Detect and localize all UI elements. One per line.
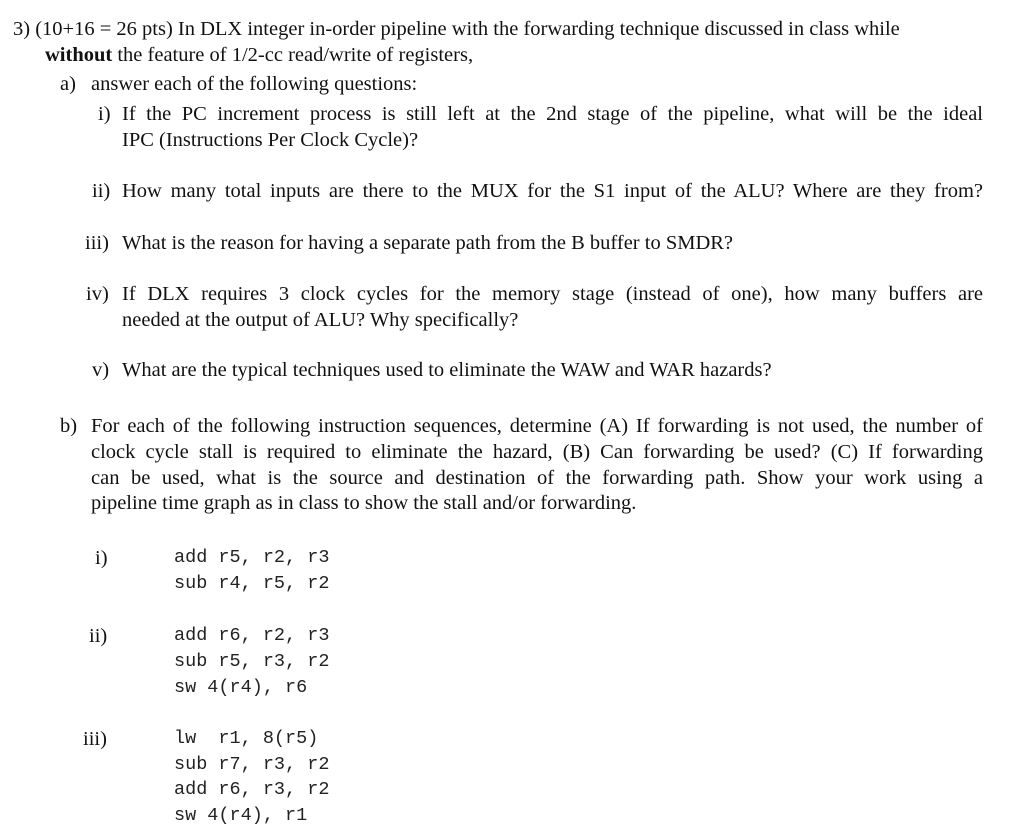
question-number: 3) [13,18,31,40]
part-a-label: a) [60,73,76,95]
part-a-text: answer each of the following questions: [91,73,418,95]
sequence-3-code-line: add r6, r3, r2 [174,779,330,800]
sequence-1-code-line: add r5, r2, r3 [174,547,330,568]
sequence-2-code-line: add r6, r2, r3 [174,625,330,646]
sequence-1-label: i) [95,547,108,569]
part-b-line1: For each of the following instruction sequences, determine (A) If forwarding is not used, the number of [91,415,983,437]
without-emphasis: without [45,44,113,66]
part-a-item-3-line1: What is the reason for having a separate path from the B buffer to SMDR? [122,232,734,254]
part-a-item-4-label: iv) [86,283,109,305]
part-b-line4: pipeline time graph as in class to show the stall and/or forwarding. [91,492,637,514]
part-a-item-1-line2: IPC (Instructions Per Clock Cycle)? [122,129,419,151]
sequence-2-code-line: sub r5, r3, r2 [174,651,330,672]
question-header-line1 [13,16,900,42]
question-intro-line2: the feature of 1/2-cc read/write of registers, [117,44,474,66]
sequence-3-code-line: lw r1, 8(r5) [174,728,319,749]
sequence-2-label: ii) [89,625,108,647]
part-a-item-3-label: iii) [85,232,109,254]
part-a-item-4-line1: If DLX requires 3 clock cycles for the memory stage (instead of one), how many buffers are [122,283,983,305]
sequence-3-label: iii) [83,728,107,750]
question-header-line2 [45,42,473,68]
sequence-1-code-line: sub r4, r5, r2 [174,573,330,594]
part-b-line2: clock cycle stall is required to eliminate the hazard, (B) Can forwarding be used? (C) If forwarding [91,441,983,463]
part-a-item-2-line1: How many total inputs are there to the MUX for the S1 input of the ALU? Where are they from? [122,180,983,202]
part-a-item-5-label: v) [92,359,110,381]
question-intro: In DLX integer in-order pipeline with the forwarding technique discussed in class while [177,18,900,40]
part-a-item-1-label: i) [98,103,111,125]
part-a-item-5-line1: What are the typical techniques used to eliminate the WAW and WAR hazards? [122,359,772,381]
sequence-3-code-line: sw 4(r4), r1 [174,805,308,826]
part-a-item-1-line1: If the PC increment process is still left at the 2nd stage of the pipeline, what will be the ideal [122,103,983,125]
part-b-line3: can be used, what is the source and destination of the forwarding path. Show your work using a [91,467,983,489]
part-a-item-4-line2: needed at the output of ALU? Why specifically? [122,309,519,331]
sequence-3-code-line: sub r7, r3, r2 [174,754,330,775]
part-a-item-2-label: ii) [92,180,111,202]
sequence-2-code-line: sw 4(r4), r6 [174,677,308,698]
part-b-label: b) [60,415,78,437]
question-points: (10+16 = 26 pts) [35,18,173,40]
